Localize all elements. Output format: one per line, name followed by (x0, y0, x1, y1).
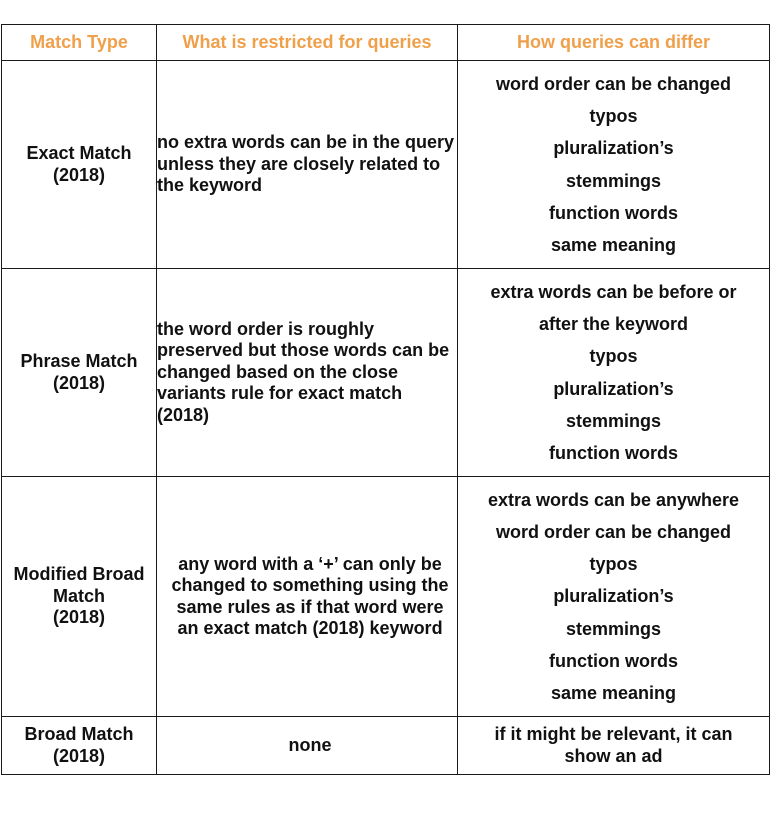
table-row-broad-match (2, 717, 770, 775)
difference-item: extra words can be before or (490, 281, 737, 302)
difference-item: pluralization’s (553, 138, 674, 159)
differences-cell (458, 477, 770, 717)
difference-item: pluralization’s (553, 378, 674, 399)
match-type-name: Exact Match (26, 143, 132, 163)
difference-item: same meaning (550, 234, 677, 255)
difference-item: typos (589, 346, 638, 367)
match-type-year: (2018) (52, 607, 106, 628)
difference-item: same meaning (550, 683, 677, 703)
match-type-name: Broad Match (24, 724, 134, 744)
match-type-cell (2, 61, 157, 269)
match-type-cell (2, 477, 157, 717)
match-type-cell (2, 717, 157, 775)
match-type-year: (2018) (52, 372, 106, 393)
difference-item: typos (589, 554, 638, 575)
difference-item: word order can be changed (495, 73, 732, 94)
match-type-year: (2018) (52, 164, 106, 185)
match-type-year: (2018) (52, 745, 106, 766)
difference-item: show an ad (564, 745, 663, 766)
difference-item: function words (549, 202, 678, 223)
difference-item: function words (549, 650, 678, 671)
difference-item: after the keyword (538, 314, 689, 335)
match-type-name: Phrase Match (20, 351, 138, 371)
difference-item: pluralization’s (553, 586, 674, 607)
restriction-cell: any word with a ‘+’ can only be changed to something using the same rules as if that word were an exact match (2018) keyword (157, 477, 458, 717)
table-row-phrase-match (2, 269, 770, 477)
differences-list (458, 68, 769, 261)
difference-item: stemmings (565, 410, 662, 431)
difference-item: if it might be relevant, it can (494, 724, 733, 744)
difference-item: typos (589, 106, 638, 127)
restriction-cell: no extra words can be in the query unless they are closely related to the keyword (157, 61, 458, 269)
header-differences: How queries can differ (458, 25, 770, 61)
header-match-type: Match Type (2, 25, 157, 61)
match-type-table (1, 24, 770, 775)
header-restrictions: What is restricted for queries (157, 25, 458, 61)
differences-list (458, 484, 769, 709)
difference-item: stemmings (565, 618, 662, 639)
match-type-name: Modified Broad Match (13, 564, 145, 606)
table-row-exact-match (2, 61, 770, 269)
match-type-cell (2, 269, 157, 477)
table-row-modified-broad-match (2, 477, 770, 717)
differences-list (458, 276, 769, 469)
difference-item: extra words can be anywhere (487, 489, 740, 510)
difference-item: stemmings (565, 170, 662, 191)
difference-item: word order can be changed (495, 521, 732, 542)
differences-cell (458, 269, 770, 477)
restriction-cell: the word order is roughly preserved but those words can be changed based on the close variants rule for exact match (2018) (157, 269, 458, 477)
header-row (2, 25, 770, 61)
differences-cell (458, 61, 770, 269)
differences-cell (458, 717, 770, 775)
difference-item: function words (549, 442, 678, 463)
restriction-cell: none (157, 717, 458, 775)
